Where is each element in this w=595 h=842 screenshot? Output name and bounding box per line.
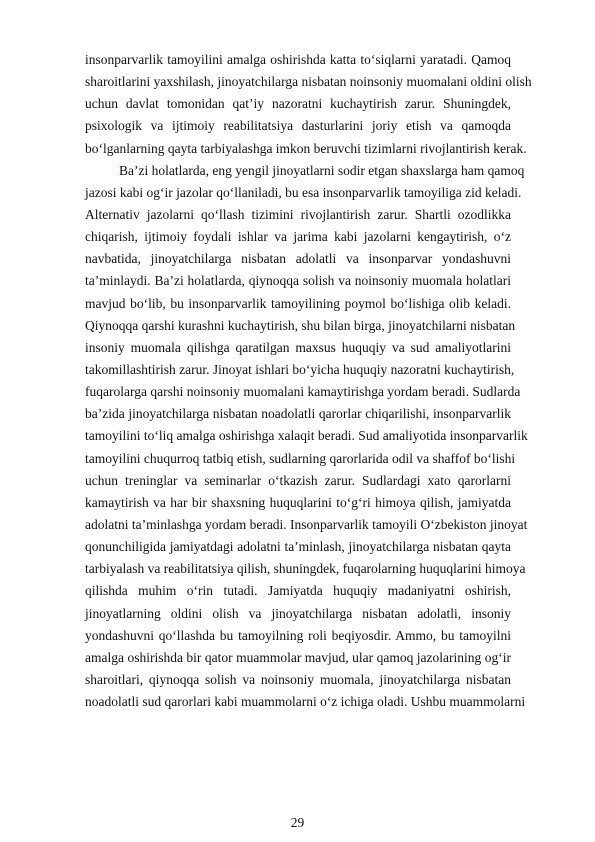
text-line: qonunchiligida jamiyatdagi adolatni taʼminlash, jinoyatchilarga nisbatan qayta [85,539,511,555]
text-line: taʼminlaydi. Baʼzi holatlarda, qiynoqqa solish va noinsoniy muomala holatlari [85,273,511,289]
paragraph-1 [85,49,532,160]
text-line: chiqarish, ijtimoiy foydali ishlar va jarima kabi jazolarni kengaytirish, oʻz [85,229,511,245]
text-line: uchun davlat tomonidan qatʼiy nazoratni kuchaytirish zarur. Shuningdek, [85,96,511,112]
text-line: kamaytirish va har bir shaxsning huquqlarini toʻgʻri himoya qilish, jamiyatda [85,494,511,510]
text-line: psixologik va ijtimoiy reabilitatsiya dasturlarini joriy etish va qamoqda [85,118,511,134]
text-line: fuqarolarga qarshi noinsoniy muomalani kamaytirishga yordam beradi. Sudlarda [85,384,521,400]
text-line: jazosi kabi ogʻir jazolar qoʻllaniladi, bu esa insonparvarlik tamoyiliga zid keladi. [85,184,522,200]
text-line: sharoitlari, qiynoqqa solish va noinsoniy muomala, jinoyatchilarga nisbatan [85,671,511,687]
text-line: insonparvarlik tamoyilini amalga oshirishda katta toʻsiqlarni yaratadi. Qamoq [85,52,511,67]
text-line: jinoyatlarning oldini olish va jinoyatchilarga nisbatan adolatli, insoniy [85,605,511,621]
text-line: qilishda muhim oʻrin tutadi. Jamiyatda huquqiy madaniyatni oshirish, [85,583,511,599]
text-line: uchun treninglar va seminarlar oʻtkazish zarur. Sudlardagi xato qarorlarni [85,472,511,488]
page-number: 29 [290,815,305,830]
text-line: sharoitlarini yaxshilash, jinoyatchilarga nisbatan noinsoniy muomalani oldini olish [85,74,532,90]
text-line: boʻlganlarning qayta tarbiyalashga imkon beruvchi tizimlarni rivojlantirish kerak. [85,140,527,156]
text-line: Alternativ jazolarni qoʻllash tizimini rivojlantirish zarur. Shartli ozodlikka [85,206,511,222]
text-line: amalga oshirishda bir qator muammolar mavjud, ular qamoq jazolarining ogʻir [85,649,511,665]
text-line: tamoyilini toʻliq amalga oshirishga xalaqit beradi. Sud amaliyotida insonparvarlik [85,428,528,444]
text-line: Baʼzi holatlarda, eng yengil jinoyatlarni sodir etgan shaxslarga ham qamoq [119,162,525,178]
text-line: noadolatli sud qarorlari kabi muammolarni oʻz ichiga oladi. Ushbu muammolarni [85,694,526,710]
text-line: navbatida, jinoyatchilarga nisbatan adolatli va insonparvar yondashuvni [85,251,511,267]
text-line: yondashuvni qoʻllashda bu tamoyilning roli beqiyosdir. Ammo, bu tamoyilni [85,627,511,643]
text-line: Qiynoqqa qarshi kurashni kuchaytirish, shu bilan birga, jinoyatchilarni nisbatan [85,317,516,333]
text-line: insoniy muomala qilishga qaratilgan maxsus huquqiy va sud amaliyotlarini [85,339,511,355]
text-line: tarbiyalash va reabilitatsiya qilish, shuningdek, fuqarolarning huquqlarini himoya [85,561,526,577]
text-line: takomillashtirish zarur. Jinoyat ishlari boʻyicha huquqiy nazoratni kuchaytirish, [85,361,515,377]
text-line: mavjud boʻlib, bu insonparvarlik tamoyilining poymol boʻlishiga olib keladi. [85,295,511,311]
text-line: adolatni taʼminlashga yordam beradi. Insonparvarlik tamoyili Oʻzbekiston jinoyat [85,516,528,532]
text-line: tamoyilini chuqurroq tatbiq etish, sudlarning qarorlarida odil va shaffof boʻlishi [85,450,516,466]
text-line: baʼzida jinoyatchilarga nisbatan noadolatli qarorlar chiqarilishi, insonparvarlik [85,406,511,422]
paragraph-2 [85,160,528,714]
body-text [85,49,532,713]
